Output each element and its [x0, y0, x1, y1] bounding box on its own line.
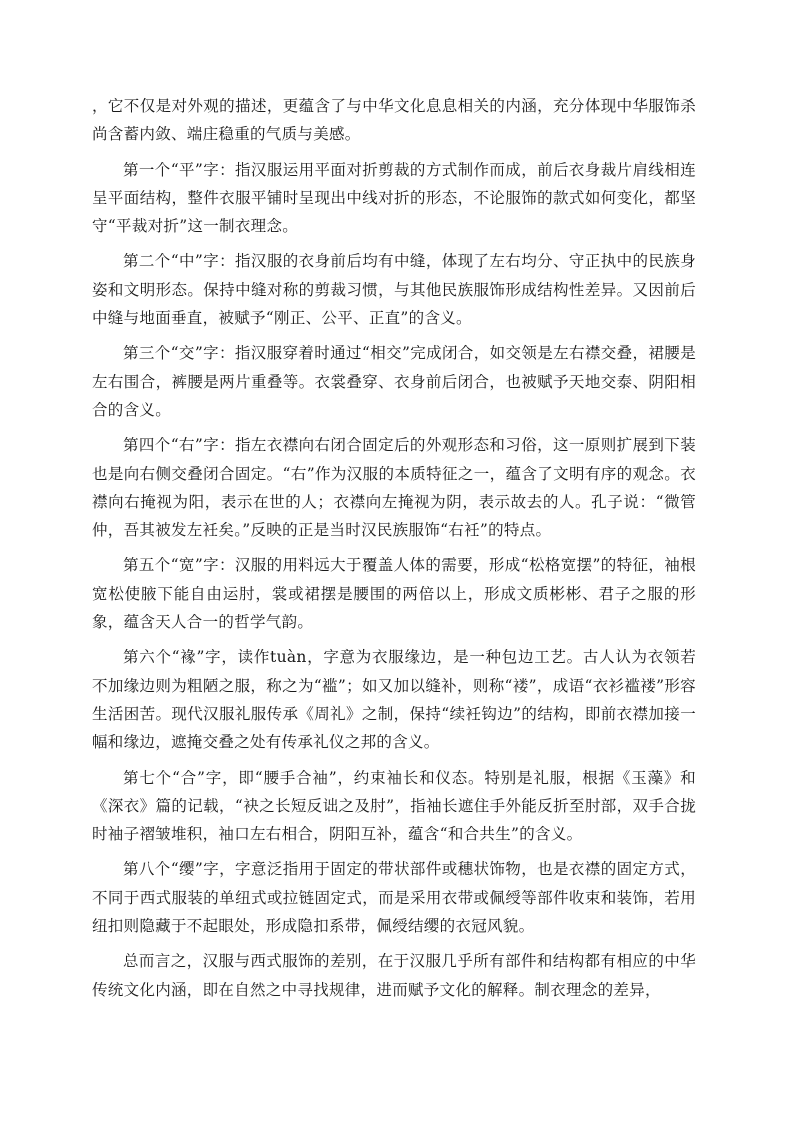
paragraph-jiao: 第三个“交”字：指汉服穿着时通过“相交”完成闭合，如交领是左右襟交叠，裙腰是左右围合，裤腰是两片重叠等。衣裳叠穿、衣身前后闭合，也被赋予天地交泰、阴阳相合的含义。: [92, 344, 696, 419]
paragraph-summary: 总而言之，汉服与西式服饰的差别，在于汉服几乎所有部件和结构都有相应的中华传统文化内涵，即在自然之中寻找规律，进而赋予文化的解释。制衣理念的差异，: [92, 952, 696, 999]
paragraph-tuan: 第六个“褖”字，读作tuàn，字意为衣服缘边，是一种包边工艺。古人认为衣领若不加缘边则为粗陋之服，称之为“褴”；如又加以缝补，则称“褛”，成语“衣衫褴褛”形容生活困苦。现代汉服礼服传承《周礼》之制，保持“续衽钩边”的结构，即前衣襟加接一幅和缘边，遮掩交叠之处有传承礼仪之邦的含义。: [92, 648, 696, 752]
paragraph-you: 第四个“右”字：指左衣襟向右闭合固定后的外观形态和习俗，这一原则扩展到下装也是向右侧交叠闭合固定。“右”作为汉服的本质特征之一，蕴含了文明有序的观念。衣襟向右掩视为阳，表示在世的人；衣襟向左掩视为阴，表示故去的人。孔子说：“微管仲，吾其被发左衽矣。”反映的正是当时汉民族服饰“右衽”的特点。: [92, 436, 696, 540]
article-body: [92, 92, 696, 1011]
paragraph-ping: 第一个“平”字：指汉服运用平面对折剪裁的方式制作而成，前后衣身裁片肩线相连呈平面结构，整件衣服平铺时呈现出中线对折的形态，不论服饰的款式如何变化，都坚守“平裁对折”这一制衣理念。: [92, 160, 696, 236]
paragraph-kuan: 第五个“宽”字：汉服的用料远大于覆盖人体的需要，形成“松格宽摆”的特征，袖根宽松使腋下能自由运肘，裳或裙摆是腰围的两倍以上，形成文质彬彬、君子之服的形象，蕴含天人合一的哲学气韵。: [92, 556, 696, 632]
paragraph-ying: 第八个“缨”字，字意泛指用于固定的带状部件或穗状饰物，也是衣襟的固定方式，不同于西式服装的单纽式或拉链固定式，而是采用衣带或佩绶等部件收束和装饰，若用纽扣则隐藏于不起眼处，形成隐扣系带，佩绶结缨的衣冠风貌。: [92, 860, 696, 936]
paragraph-he: 第七个“合”字，即“腰手合袖”，约束袖长和仪态。特别是礼服，根据《玉藻》和《深衣》篇的记载，“袂之长短反诎之及肘”，指袖长遮住手外能反折至肘部，双手合拢时袖子褶皱堆积，袖口左右相合，阴阳互补，蕴含“和合共生”的含义。: [92, 768, 696, 844]
paragraph-continuation: ，它不仅是对外观的描述，更蕴含了与中华文化息息相关的内涵，充分体现中华服饰杀尚含蓄内敛、端庄稳重的气质与美感。: [92, 97, 696, 144]
paragraph-zhong: 第二个“中”字：指汉服的衣身前后均有中缝，体现了左右均分、守正执中的民族身姿和文明形态。保持中缝对称的剪裁习惯，与其他民族服饰形成结构性差异。又因前后中缝与地面垂直，被赋予“刚正、公平、正直”的含义。: [92, 252, 696, 328]
